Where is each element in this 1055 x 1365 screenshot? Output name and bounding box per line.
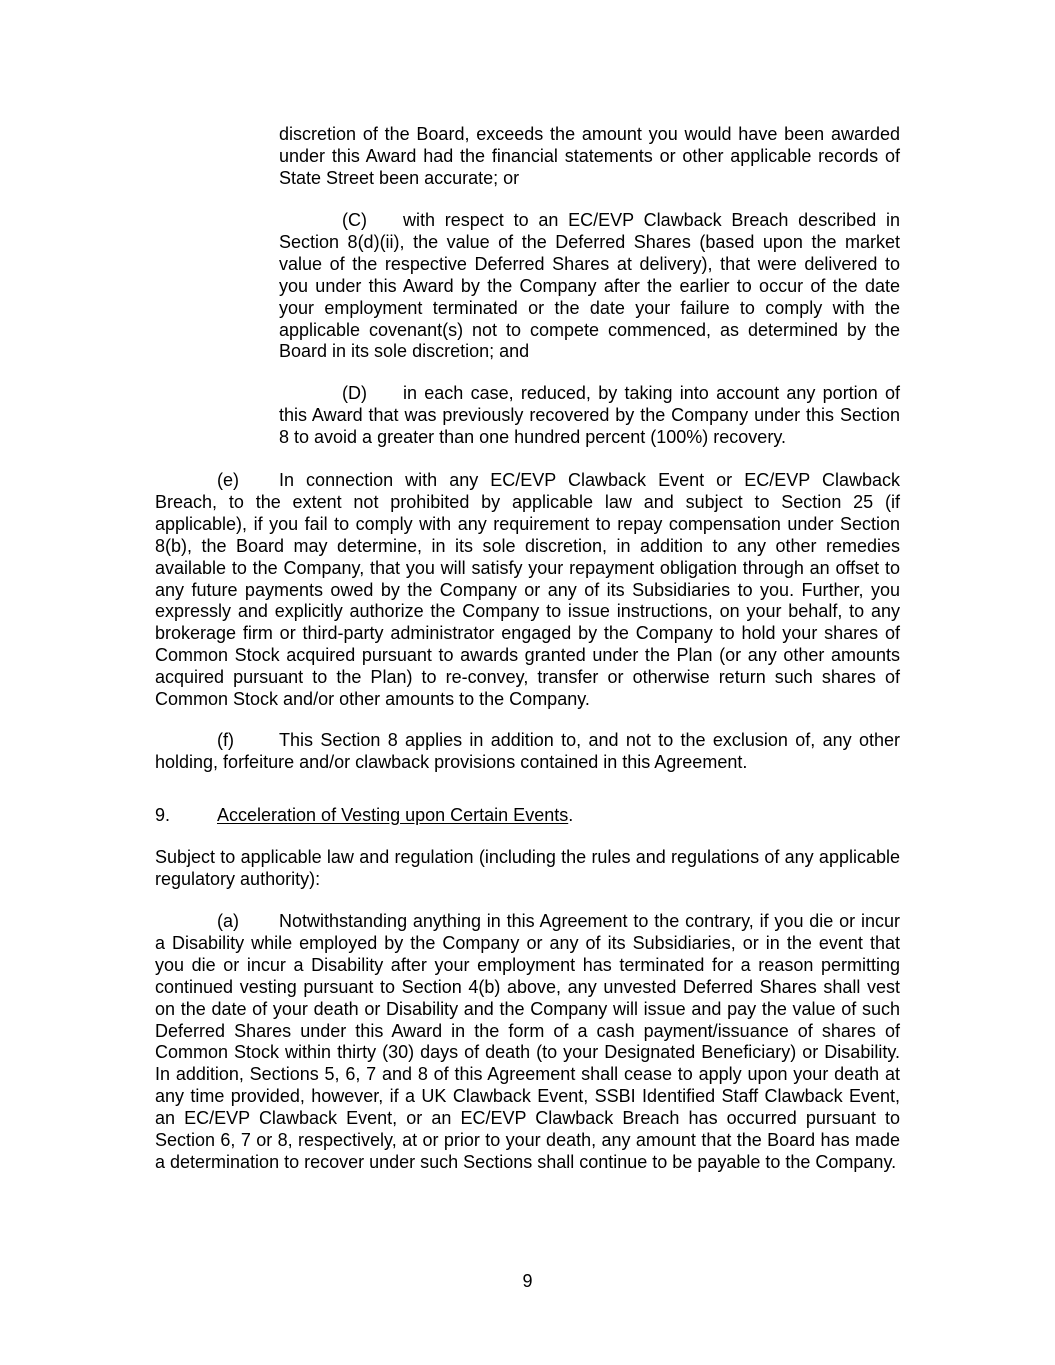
paragraph-label: (e) <box>217 470 239 490</box>
section-number: 9. <box>155 805 171 825</box>
paragraph-text: In connection with any EC/EVP Clawback Event or EC/EVP Clawback Breach, to the extent not prohibited by applicable law and subject to Section 25 (if applicable), if you fail to comply with any requirement to repay compensation under Section 8(b), the Board may determine, in its sole discretion, in addition to any other remedies available to the Company, that you will satisfy your repayment obligation through an offset to any future payments owed by the Company or any of its Subsidiaries to you. Further, you expressly and explicitly authorize the Company to issue instructions, on your behalf, to any brokerage firm or third-party administrator engaged by the Company to hold your shares of Common Stock acquired pursuant to awards granted under the Plan (or any other amounts acquired pursuant to the Plan) to re-convey, transfer or otherwise return such shares of Common Stock and/or other amounts to the Company. <box>155 470 900 710</box>
paragraph-b-continuation <box>279 124 900 190</box>
paragraph-e <box>155 470 900 711</box>
paragraph-text: discretion of the Board, exceeds the amount you would have been awarded under this Award had the financial statements or other applicable records of State Street been accurate; or <box>279 124 900 188</box>
paragraph-text: Notwithstanding anything in this Agreement to the contrary, if you die or incur a Disability while employed by the Company or any of its Subsidiaries, or in the event that you die or incur a Disability after your employment has terminated for a reason permitting continued vesting pursuant to Section 4(b) above, any unvested Deferred Shares shall vest on the date of your death or Disability and the Company will issue and pay the value of such Deferred Shares under this Award in the form of a cash payment/issuance of shares of Common Stock within thirty (30) days of death (to your Designated Beneficiary) or Disability. In addition, Sections 5, 6, 7 and 8 of this Agreement shall cease to apply upon your death at any time provided, however, if a UK Clawback Event, SSBI Identified Staff Clawback Event, an EC/EVP Clawback Event, or an EC/EVP Clawback Breach has occurred pursuant to Section 6, 7 or 8, respectively, at or prior to your death, any amount that the Board has made a determination to recover under such Sections shall continue to be payable to the Company. <box>155 911 900 1172</box>
paragraph-text: in each case, reduced, by taking into account any portion of this Award that was previously recovered by the Company under this Section 8 to avoid a greater than one hundred percent (100%) recovery. <box>279 383 900 447</box>
paragraph-c <box>279 210 900 363</box>
paragraph-text: with respect to an EC/EVP Clawback Breach described in Section 8(d)(ii), the value of the Deferred Shares (based upon the market value of the respective Deferred Shares at delivery), that were delivered to you under this Award by the Company after the earlier to occur of the date your employment terminated or the date your failure to comply with the applicable covenant(s) not to compete commenced, as determined by the Board in its sole discretion; and <box>279 210 900 362</box>
paragraph-label: (f) <box>217 730 234 750</box>
section-title: Acceleration of Vesting upon Certain Events <box>217 805 569 825</box>
paragraph-9a <box>155 911 900 1174</box>
paragraph-label: (D) <box>342 383 367 403</box>
paragraph-text: This Section 8 applies in addition to, and not to the exclusion of, any other holding, forfeiture and/or clawback provisions contained in this Agreement. <box>155 730 900 772</box>
paragraph-label: (C) <box>342 210 367 230</box>
paragraph-label: (a) <box>217 911 239 931</box>
paragraph-d <box>279 383 900 449</box>
section-9-heading <box>155 805 900 827</box>
page-number: 9 <box>522 1271 533 1291</box>
section-title-period: . <box>568 805 574 825</box>
section-9-intro <box>155 847 900 891</box>
paragraph-f <box>155 730 900 774</box>
paragraph-text: Subject to applicable law and regulation (including the rules and regulations of any applicable regulatory authority): <box>155 847 900 889</box>
